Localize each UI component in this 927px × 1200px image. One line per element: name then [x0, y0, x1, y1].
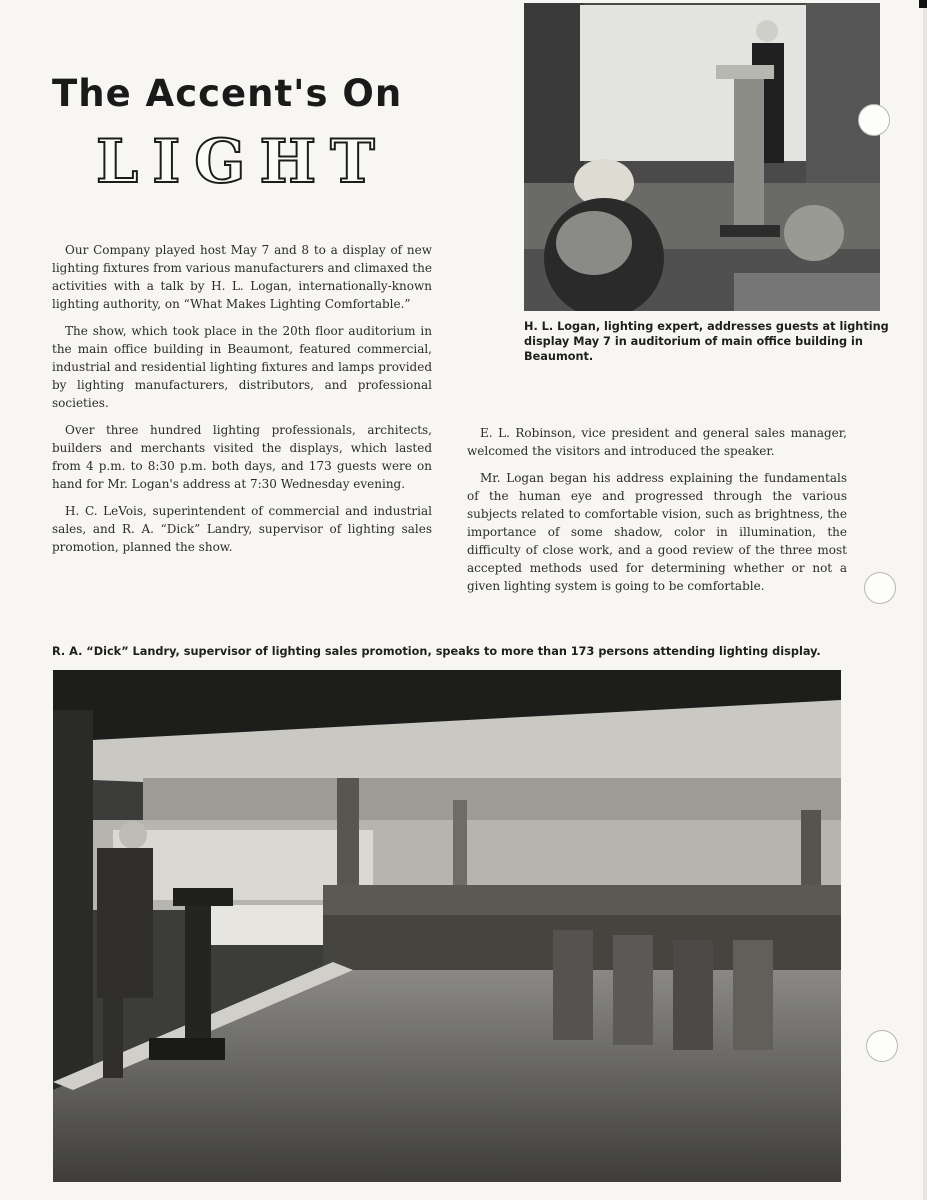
paragraph: Our Company played host May 7 and 8 to a display of new lighting fixtures from various manufacturers and climaxed the activities with a talk by H. L. Logan, internationally-known lighting authority, on “What Makes Lighting Comfortable.”: [52, 243, 432, 311]
headline-line1: The Accent's On: [52, 72, 403, 115]
punch-hole: [866, 1030, 898, 1062]
paragraph: E. L. Robinson, vice president and general sales manager, welcomed the visitors and introduced the speaker.: [467, 426, 847, 458]
paragraph: The show, which took place in the 20th floor auditorium in the main office building in Beaumont, featured commercial, industrial and residential lighting fixtures and lamps provided by lighting manufacturers, distributors, and professional societies.: [52, 324, 432, 410]
paragraph: Mr. Logan began his address explaining the fundamentals of the human eye and progressed through the various subjects related to comfortable vision, such as brightness, the importance of some shadow, color in illumination, the difficulty of close work, and a good review of the three most accepted methods used for determining whether or not a given lighting system is going to be comfortable.: [467, 471, 847, 593]
punch-hole: [858, 104, 890, 136]
caption-speaker-logan: H. L. Logan, lighting expert, addresses guests at lighting display May 7 in auditorium of main office building in Beaumont.: [524, 320, 889, 363]
article-left-column: [52, 241, 432, 565]
article-right-column: [467, 424, 847, 604]
photo-auditorium-audience: [53, 670, 841, 1182]
paragraph: Over three hundred lighting professionals, architects, builders and merchants visited the displays, which lasted from 4 p.m. to 8:30 p.m. both days, and 173 guests were on hand for Mr. Logan's address at 7:30 Wednesday evening.: [52, 423, 432, 491]
paragraph: H. C. LeVois, superintendent of commercial and industrial sales, and R. A. “Dick” Landry, supervisor of lighting sales promotion, planned the show.: [52, 504, 432, 554]
page-edge: [923, 0, 927, 1200]
photo-auditorium-audience-image: [53, 670, 841, 1182]
punch-hole: [864, 572, 896, 604]
photo-speaker-logan-image: [524, 3, 880, 311]
headline-line2: LIGHT: [96, 127, 389, 197]
caption-audience-landry: R. A. “Dick” Landry, supervisor of lighting sales promotion, speaks to more than 173 persons attending lighting display.: [52, 645, 821, 658]
photo-speaker-logan: [524, 3, 880, 311]
corner-mark: [919, 0, 927, 8]
